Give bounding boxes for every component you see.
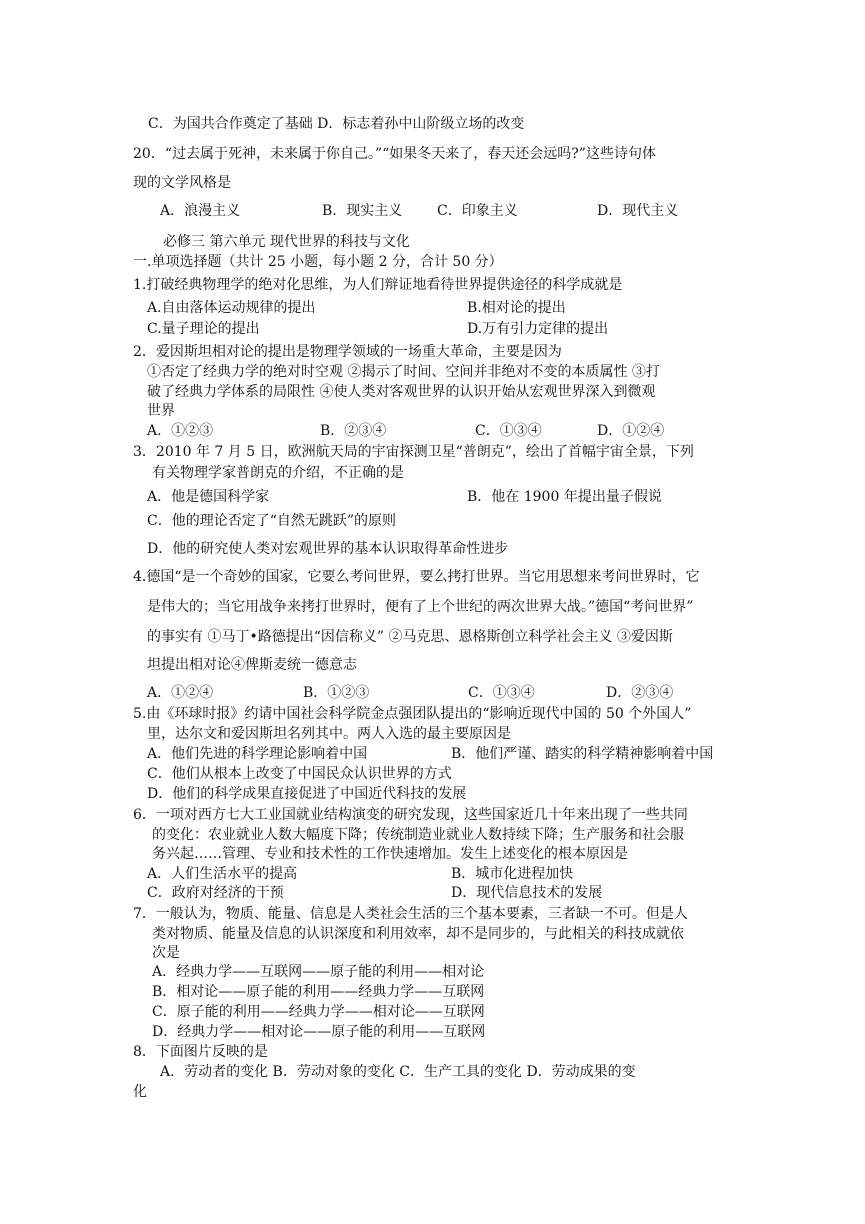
q5-option-d: D．他们的科学成果直接促进了中国近代科技的发展 xyxy=(147,786,467,802)
q20-option-b: B．现实主义 xyxy=(322,203,403,219)
q2-item-line2: 破了经典力学体系的局限性 ④使人类对客观世界的认识开始从宏观世界深入到微观 xyxy=(147,384,656,400)
q2-stem: 2．爱因斯坦相对论的提出是物理学领域的一场重大革命，主要是因为 xyxy=(133,344,562,360)
section-heading: 必修三 第六单元 现代世界的科技与文化 xyxy=(163,234,410,250)
q8-options-wrap: 化 xyxy=(133,1084,147,1100)
q7-stem-line2: 类对物质、能量及信息的认识深度和利用效率，却不是同步的，与此相关的科技成就依 xyxy=(152,926,684,942)
q3-stem-line2: 有关物理学家普朗克的介绍，不正确的是 xyxy=(152,465,404,481)
q5-option-b: B．他们严谨、踏实的科学精神影响着中国 xyxy=(451,746,714,762)
q20-stem-line1: 20．“过去属于死神，未来属于你自己。”“如果冬天来了，春天还会远吗?”这些诗句体 xyxy=(133,146,656,162)
q1-stem: 1.打破经典物理学的绝对化思维，为人们辩证地看待世界提供途径的科学成就是 xyxy=(133,277,623,293)
q3-option-a: A．他是德国科学家 xyxy=(147,489,270,505)
q7-option-a: A．经典力学——互联网——原子能的利用——相对论 xyxy=(152,964,485,980)
q1-option-b: B.相对论的提出 xyxy=(467,300,566,316)
q19-options-cd: C．为国共合作奠定了基础 D．标志着孙中山阶级立场的改变 xyxy=(148,116,525,132)
q4-option-a: A．①②④ xyxy=(147,685,214,701)
q2-option-d: D．①②④ xyxy=(597,423,665,439)
q2-item-line3: 世界 xyxy=(147,403,175,419)
q4-option-b: B．①②③ xyxy=(303,685,370,701)
q20-option-a: A．浪漫主义 xyxy=(160,203,241,219)
q1-option-d: D.万有引力定律的提出 xyxy=(467,321,609,337)
q7-stem-line1: 7．一般认为，物质、能量、信息是人类社会生活的三个基本要素，三者缺一不可。但是人 xyxy=(133,906,688,922)
q3-option-b: B．他在 1900 年提出量子假说 xyxy=(467,489,662,505)
q20-option-c: C．印象主义 xyxy=(437,203,518,219)
q3-stem-line1: 3．2010 年 7 月 5 日，欧洲航天局的宇宙探测卫星“普朗克”，绘出了首幅宇宙全景，下列 xyxy=(133,444,694,460)
q5-stem-line1: 5.由《环球时报》约请中国社会科学院金点强团队提出的“影响近现代中国的 50 个外国人” xyxy=(133,706,692,722)
q4-option-d: D．②③④ xyxy=(606,685,674,701)
q7-option-d: D．经典力学——相对论——原子能的利用——互联网 xyxy=(152,1024,486,1040)
q6-option-b: B．城市化进程加快 xyxy=(451,866,574,882)
q5-stem-line2: 里，达尔文和爱因斯坦名列其中。两人入选的最主要原因是 xyxy=(147,726,511,742)
q20-stem-line2: 现的文学风格是 xyxy=(133,175,231,191)
q4-stem-line2: 是伟大的；当它用战争来拷打世界时，便有了上个世纪的两次世界大战。”德国“考问世界” xyxy=(147,599,694,615)
q8-stem: 8．下面图片反映的是 xyxy=(133,1044,268,1060)
q6-stem-line2: 的变化：农业就业人数大幅度下降；传统制造业就业人数持续下降；生产服务和社会服 xyxy=(152,827,684,843)
q7-option-c: C．原子能的利用——经典力学——相对论——互联网 xyxy=(152,1004,485,1020)
q4-option-c: C．①③④ xyxy=(468,685,535,701)
q1-option-a: A.自由落体运动规律的提出 xyxy=(147,300,316,316)
q5-option-a: A．他们先进的科学理论影响着中国 xyxy=(147,746,368,762)
q4-stem-line3: 的事实有 ①马丁•路德提出“因信称义” ②马克思、恩格斯创立科学社会主义 ③爱因斯 xyxy=(147,629,673,645)
q8-options: A．劳动者的变化 B．劳动对象的变化 C．生产工具的变化 D．劳动成果的变 xyxy=(160,1064,636,1080)
part-heading: 一.单项选择题（共计 25 小题，每小题 2 分，合计 50 分） xyxy=(133,254,503,270)
q1-option-c: C.量子理论的提出 xyxy=(147,321,260,337)
q2-option-c: C．①③④ xyxy=(475,423,542,439)
q3-option-c: C．他的理论否定了“自然无跳跃”的原则 xyxy=(147,513,397,529)
q6-stem-line3: 务兴起……管理、专业和技术性的工作快速增加。发生上述变化的根本原因是 xyxy=(152,846,628,862)
q7-option-b: B．相对论——原子能的利用——经典力学——互联网 xyxy=(152,984,485,1000)
q6-stem-line1: 6．一项对西方七大工业国就业结构演变的研究发现，这些国家近几十年来出现了一些共同 xyxy=(133,807,688,823)
q6-option-d: D．现代信息技术的发展 xyxy=(451,885,603,901)
q6-option-a: A．人们生活水平的提高 xyxy=(147,866,298,882)
q2-option-a: A．①②③ xyxy=(147,423,214,439)
q3-option-d: D．他的研究使人类对宏观世界的基本认识取得革命性进步 xyxy=(147,541,509,557)
q7-stem-line3: 次是 xyxy=(152,945,180,961)
q5-option-c: C．他们从根本上改变了中国民众认识世界的方式 xyxy=(147,766,452,782)
q20-option-d: D．现代主义 xyxy=(597,203,679,219)
q4-stem-line4: 坦提出相对论④俾斯麦统一德意志 xyxy=(147,657,357,673)
q2-item-line1: ①否定了经典力学的绝对时空观 ②揭示了时间、空间并非绝对不变的本质属性 ③打 xyxy=(147,364,660,380)
q6-option-c: C．政府对经济的干预 xyxy=(147,885,284,901)
q2-option-b: B．②③④ xyxy=(320,423,387,439)
q4-stem-line1: 4.德国“是一个奇妙的国家，它要么考问世界，要么拷打世界。当它用思想来考问世界时，它 xyxy=(133,569,700,585)
